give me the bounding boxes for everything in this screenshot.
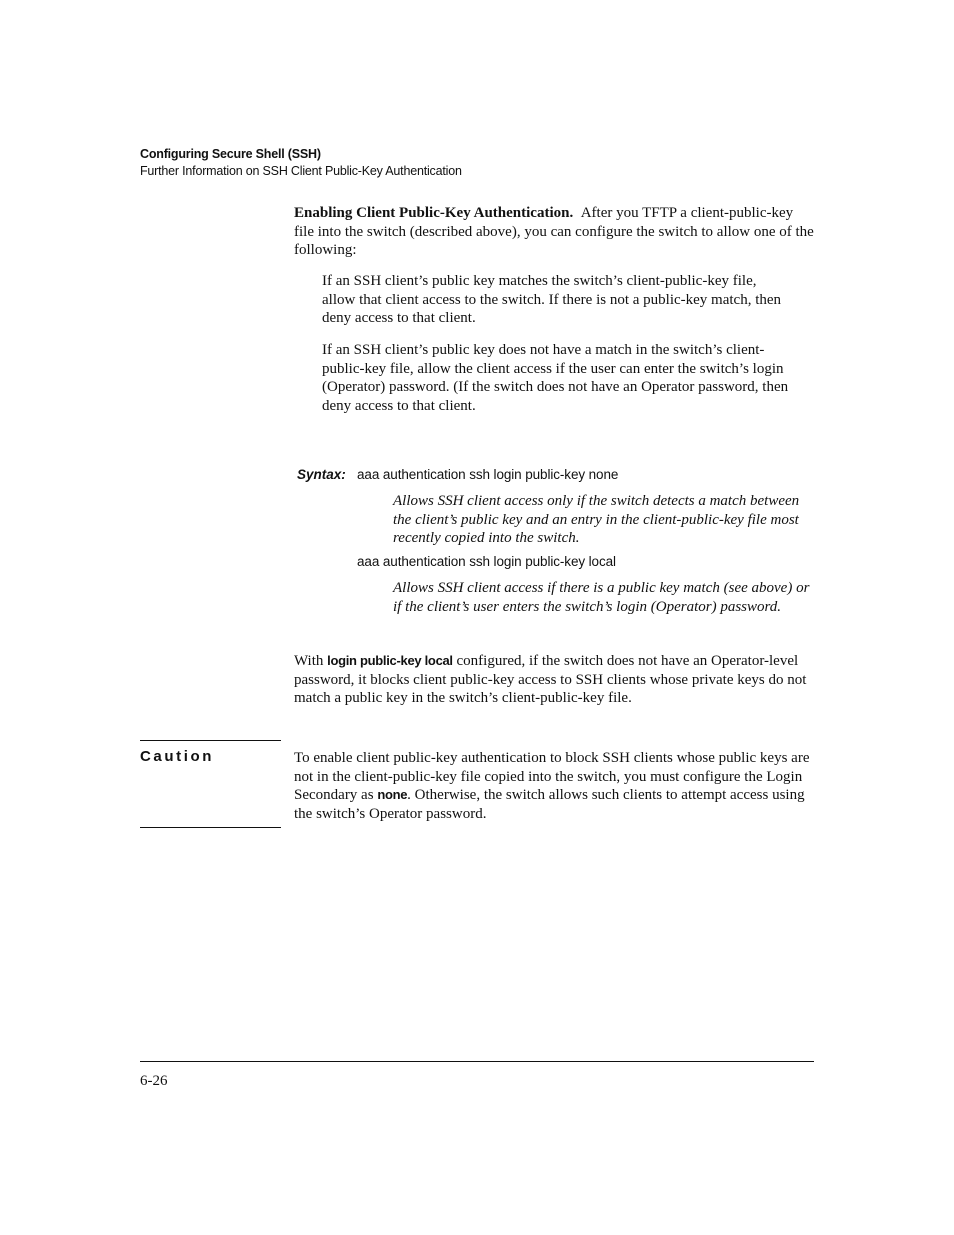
- footer-rule: [140, 1061, 814, 1062]
- caution-keyword: none: [377, 787, 408, 803]
- syntax-description-1: Allows SSH client access only if the switch detects a match between the client’s public key and an entry in the client-public-key file most recently copied into the switch.: [393, 493, 800, 547]
- login-local-keyword: login public-key local: [327, 653, 453, 668]
- caution-bottom-rule: [140, 827, 281, 828]
- intro-text: After you TFTP a client-public-key file into the switch (described above), you can configure the switch to allow one of the following:: [294, 205, 814, 259]
- intro-heading: Enabling Client Public-Key Authentication.: [294, 205, 574, 221]
- with-prefix: With: [294, 653, 324, 669]
- option-paragraph-1: If an SSH client’s public key matches the switch’s client-public-key file, allow that client access to the switch. If there is not a public-key match, then deny access to that client.: [322, 273, 782, 327]
- intro-paragraph: [294, 204, 816, 260]
- option-paragraph-2: If an SSH client’s public key does not have a match in the switch’s client-public-key file, allow the client access if the user can enter the switch’s login (Operator) password. (If the switch does not have an Operator password, then deny access to that client.: [322, 342, 789, 414]
- syntax-label: Syntax:: [297, 467, 346, 482]
- section-title: Further Information on SSH Client Public-Key Authentication: [140, 164, 462, 178]
- syntax-description-2: Allows SSH client access if there is a public key match (see above) or if the client’s user enters the switch’s login (Operator) password.: [393, 580, 810, 615]
- caution-text-before: To enable client public-key authentication to block SSH clients whose public keys are not in the client-public-key file copied into the switch, you must configure the Login Secondary as: [294, 750, 810, 804]
- with-text: configured, if the switch does not have an Operator-level password, it blocks client public-key access to SSH clients whose private keys do not match a public key in the switch’s client-public-key file.: [294, 653, 807, 707]
- chapter-title: Configuring Secure Shell (SSH): [140, 147, 321, 161]
- syntax-command-1: aaa authentication ssh login public-key none: [357, 467, 619, 482]
- caution-paragraph: [294, 749, 816, 823]
- page-number: 6-26: [140, 1073, 168, 1089]
- caution-label: Caution: [140, 748, 215, 765]
- caution-top-rule: [140, 740, 281, 741]
- caution-text-after: . Otherwise, the switch allows such clients to attempt access using the switch’s Operator password.: [294, 787, 805, 822]
- login-local-paragraph: [294, 652, 816, 708]
- syntax-command-2: aaa authentication ssh login public-key local: [357, 554, 616, 569]
